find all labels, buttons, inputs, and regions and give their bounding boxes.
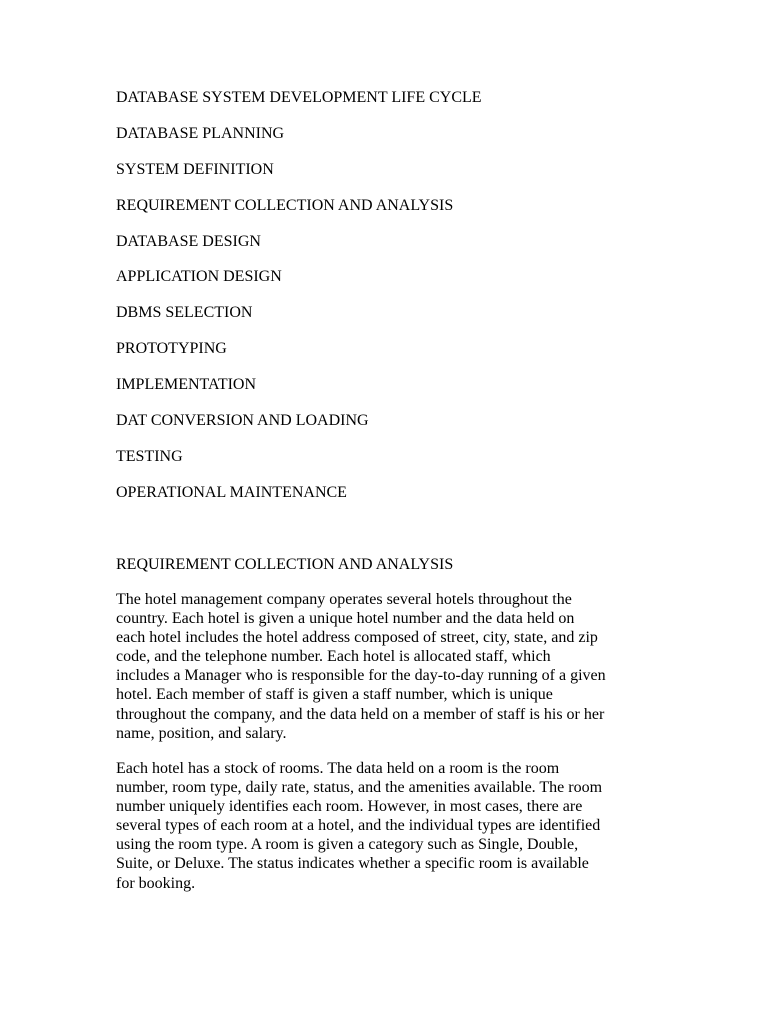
stage-requirement-collection: REQUIREMENT COLLECTION AND ANALYSIS <box>116 196 454 214</box>
stage-implementation: IMPLEMENTATION <box>116 376 257 394</box>
paragraph-hotels <box>116 590 676 743</box>
stage-system-definition: SYSTEM DEFINITION <box>116 160 274 178</box>
paragraph-line: includes a Manager who is responsible for the day-to-day running of a given <box>116 667 606 685</box>
paragraph-line: using the room type. A room is given a category such as Single, Double, <box>116 836 579 854</box>
stage-database-planning: DATABASE PLANNING <box>116 124 285 142</box>
stage-testing: TESTING <box>116 447 183 465</box>
paragraph-line: for booking. <box>116 874 196 892</box>
doc-title: DATABASE SYSTEM DEVELOPMENT LIFE CYCLE <box>116 89 482 106</box>
stage-application-design: APPLICATION DESIGN <box>116 268 282 286</box>
paragraph-line: country. Each hotel is given a unique hotel number and the data held on <box>116 610 575 628</box>
paragraph-line: throughout the company, and the data held on a member of staff is his or her <box>116 705 605 723</box>
paragraph-line: name, position, and salary. <box>116 724 287 742</box>
stage-operational-maintenance: OPERATIONAL MAINTENANCE <box>116 483 347 501</box>
section-title: REQUIREMENT COLLECTION AND ANALYSIS <box>116 556 454 573</box>
paragraph-line: each hotel includes the hotel address composed of street, city, state, and zip <box>116 629 598 647</box>
paragraph-rooms <box>116 759 676 893</box>
stage-dbms-selection: DBMS SELECTION <box>116 304 253 322</box>
paragraph-line: number, room type, daily rate, status, and the amenities available. The room <box>116 779 603 797</box>
stage-prototyping: PROTOTYPING <box>116 340 227 358</box>
paragraph-line: The hotel management company operates several hotels throughout the <box>116 591 572 608</box>
paragraph-line: code, and the telephone number. Each hotel is allocated staff, which <box>116 648 551 666</box>
stage-database-design: DATABASE DESIGN <box>116 232 261 250</box>
stage-data-conversion: DAT CONVERSION AND LOADING <box>116 412 369 430</box>
paragraph-line: hotel. Each member of staff is given a staff number, which is unique <box>116 686 553 704</box>
lifecycle-stage-list <box>116 88 482 519</box>
paragraph-line: several types of each room at a hotel, and the individual types are identified <box>116 817 601 835</box>
paragraph-line: Suite, or Deluxe. The status indicates whether a specific room is available <box>116 855 589 873</box>
paragraph-line: Each hotel has a stock of rooms. The data held on a room is the room <box>116 760 560 777</box>
paragraph-line: number uniquely identifies each room. However, in most cases, there are <box>116 798 583 816</box>
